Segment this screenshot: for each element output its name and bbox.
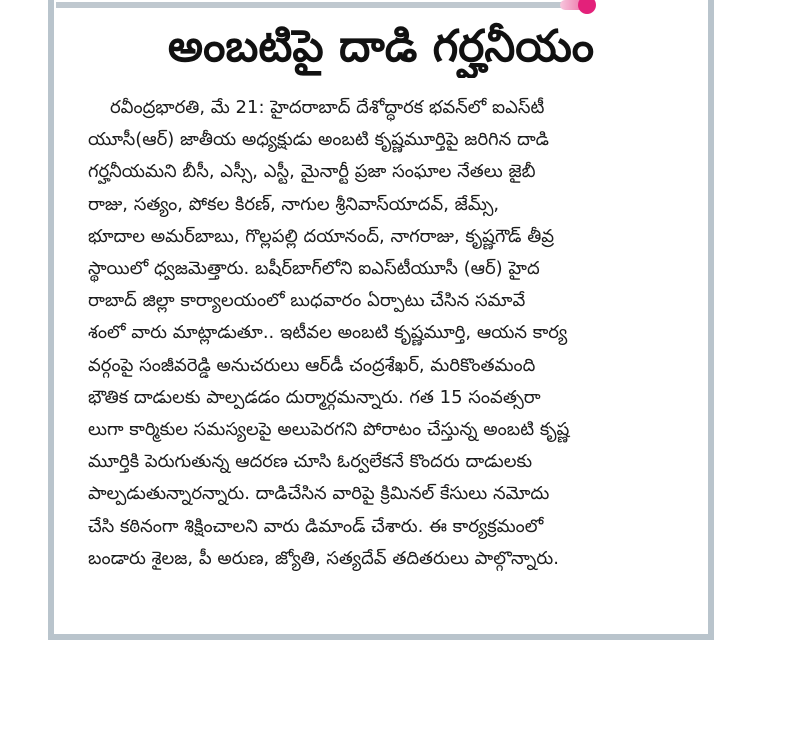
article-line: రవీంద్రభారతి, మే 21: హైదరాబాద్ దేశోద్ధారక భవన్‌లో ఐఎస్‌టీ	[110, 97, 545, 118]
article-line: యూసీ(ఆర్) జాతీయ అధ్యక్షుడు అంబటి కృష్ణమూర్తిపై జరిగిన దాడి	[88, 129, 550, 151]
article-line: బండారు శైలజ, పీ అరుణ, జ్యోతి, సత్యదేవ్ తదితరులు పాల్గొన్నారు.	[88, 547, 559, 569]
article-line: వర్గంపై సంజీవరెడ్డి అనుచరులు ఆర్‌డీ చంద్రశేఖర్, మరికొంతమంది	[88, 354, 536, 376]
article-line: భౌతిక దాడులకు పాల్పడడం దుర్మార్గమన్నారు. గత 15 సంవత్సరా	[88, 386, 541, 408]
article-line: మూర్తికి పెరుగుతున్న ఆదరణ చూసి ఓర్వలేకనే కొందరు దాడులకు	[88, 451, 533, 473]
article-line: భూదాల అమర్‌బాబు, గొల్లపల్లి దయానంద్, నాగరాజు, కృష్ణగౌడ్ తీవ్ర	[88, 225, 555, 247]
article-body	[88, 92, 686, 612]
article-headline: అంబటిపై దాడి గర్హనీయం	[167, 21, 595, 72]
article-line: గర్హనీయమని బీసీ, ఎస్సీ, ఎస్టీ, మైనార్టీ ప్రజా సంఘాల నేతలు జైబీ	[88, 161, 536, 183]
article-line: లుగా కార్మికుల సమస్యలపై అలుపెరగని పోరాటం చేస్తున్న అంబటి కృష్ణ	[88, 419, 570, 441]
article-line: రాబాద్ జిల్లా కార్యాలయంలో బుధవారం ఏర్పాటు చేసిన సమావే	[88, 290, 526, 312]
article-line: రాజు, సత్యం, పోకల కిరణ్, నాగుల శ్రీనివాస్‌యాదవ్, జేమ్స్,	[88, 193, 500, 215]
article-line: పాల్పడుతున్నారన్నారు. దాడిచేసిన వారిపై క్రిమినల్ కేసులు నమోదు	[88, 483, 550, 505]
article-line: శంలో వారు మాట్లాడుతూ.. ఇటీవల అంబటి కృష్ణమూర్తి, ఆయన కార్య	[88, 322, 568, 344]
article-line: చేసి కఠినంగా శిక్షించాలని వారు డిమాండ్ చేశారు. ఈ కార్యక్రమంలో	[88, 515, 544, 537]
top-rule-divider	[56, 2, 566, 8]
article-line: స్థాయిలో ధ్వజమెత్తారు. బషీర్‌బాగ్‌లోని ఐఎస్‌టీయూసీ (ఆర్) హైద	[88, 258, 540, 280]
